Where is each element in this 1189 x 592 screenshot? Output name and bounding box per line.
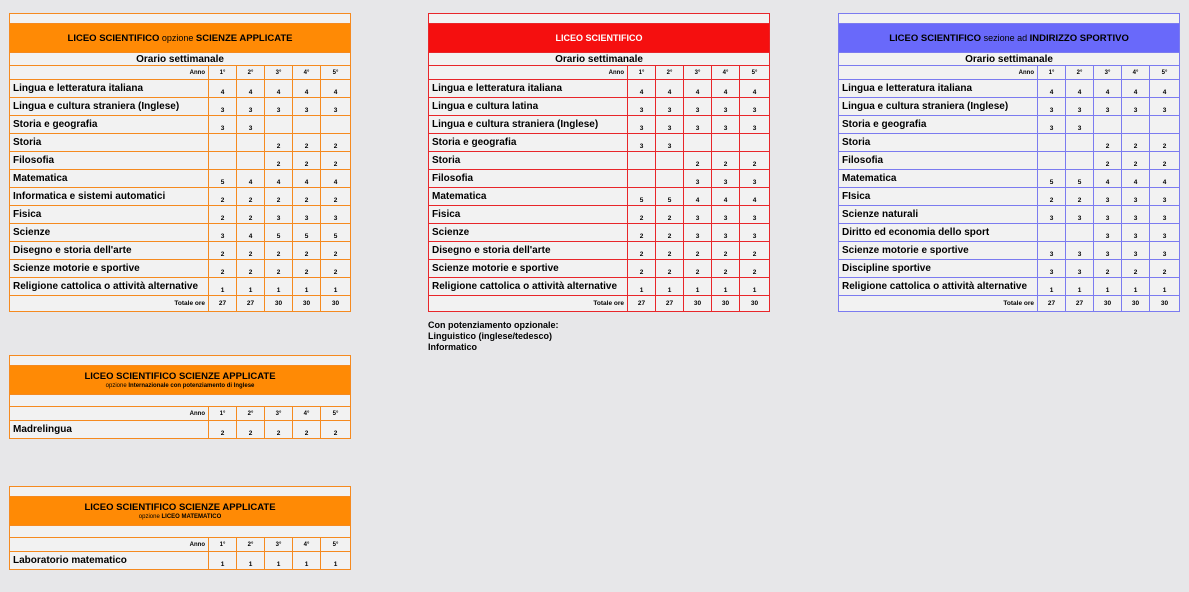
hours-cell: 2 — [237, 206, 265, 224]
hours-cell: 2 — [740, 260, 770, 278]
hours-cell: 4 — [1122, 170, 1150, 188]
table-row — [839, 260, 1180, 278]
table-row — [839, 80, 1180, 98]
hours-cell — [1038, 152, 1066, 170]
subject-cell: Lingua e cultura latina — [429, 98, 628, 116]
subject-cell: Lingua e letteratura italiana — [429, 80, 628, 98]
table-row — [10, 552, 351, 570]
subject-cell: Religione cattolica o attività alternative — [429, 278, 628, 296]
hours-cell — [1066, 224, 1094, 242]
hours-cell: 2 — [237, 242, 265, 260]
hours-cell: 3 — [237, 98, 265, 116]
hours-cell: 2 — [293, 242, 321, 260]
hours-cell: 2 — [209, 421, 237, 439]
subject-cell: Scienze motorie e sportive — [10, 260, 209, 278]
subject-cell: Storia — [10, 134, 209, 152]
hours-cell: 1 — [209, 278, 237, 296]
hours-cell: 3 — [265, 98, 293, 116]
totale-label: Totale ore — [429, 296, 628, 312]
hours-cell: 3 — [684, 206, 712, 224]
hours-cell: 2 — [209, 206, 237, 224]
hours-cell: 4 — [293, 170, 321, 188]
hours-cell: 4 — [628, 80, 656, 98]
table-title: LICEO SCIENTIFICO SCIENZE APPLICATE opzione LICEO MATEMATICO — [10, 497, 351, 526]
table-row — [429, 224, 770, 242]
hours-cell: 5 — [265, 224, 293, 242]
hours-cell: 1 — [1094, 278, 1122, 296]
hours-cell: 4 — [1122, 80, 1150, 98]
hours-cell — [656, 152, 684, 170]
table-row — [10, 98, 351, 116]
hours-cell: 2 — [628, 206, 656, 224]
table-row — [839, 152, 1180, 170]
table-row — [429, 134, 770, 152]
hours-cell: 2 — [293, 152, 321, 170]
totale-label: Totale ore — [839, 296, 1038, 312]
hours-cell: 4 — [1094, 170, 1122, 188]
subject-cell: Fisica — [429, 206, 628, 224]
hours-cell: 4 — [1094, 80, 1122, 98]
hours-cell: 3 — [237, 116, 265, 134]
table-row — [839, 206, 1180, 224]
subject-cell: Lingua e cultura straniera (Inglese) — [10, 98, 209, 116]
hours-cell — [209, 134, 237, 152]
hours-cell: 3 — [321, 206, 351, 224]
hours-cell — [740, 134, 770, 152]
hours-cell: 2 — [628, 224, 656, 242]
table-row — [429, 116, 770, 134]
hours-cell: 3 — [712, 98, 740, 116]
table-row — [10, 188, 351, 206]
subject-cell: Religione cattolica o attività alternative — [10, 278, 209, 296]
hours-cell: 3 — [656, 134, 684, 152]
hours-cell: 3 — [1150, 242, 1180, 260]
subject-cell: Matematica — [10, 170, 209, 188]
hours-cell: 3 — [684, 98, 712, 116]
table-row — [10, 224, 351, 242]
hours-cell: 2 — [265, 421, 293, 439]
hours-cell: 2 — [237, 421, 265, 439]
internazionale-table: LICEO SCIENTIFICO SCIENZE APPLICATE opzione Internazionale con potenziamento di Inglese Anno 1° 2° 3° 4° 5° Madrelingua 2 2 2 2 2 — [9, 355, 351, 439]
hours-cell: 1 — [1122, 278, 1150, 296]
hours-cell — [1066, 134, 1094, 152]
table-row — [10, 170, 351, 188]
hours-cell: 2 — [265, 260, 293, 278]
hours-cell: 4 — [1066, 80, 1094, 98]
hours-cell: 3 — [712, 170, 740, 188]
hours-cell: 3 — [209, 98, 237, 116]
hours-cell — [628, 152, 656, 170]
hours-cell: 2 — [1122, 152, 1150, 170]
hours-cell: 5 — [293, 224, 321, 242]
hours-cell: 4 — [237, 170, 265, 188]
hours-cell: 2 — [265, 152, 293, 170]
hours-cell: 4 — [265, 80, 293, 98]
hours-cell: 2 — [684, 260, 712, 278]
hours-cell: 2 — [1122, 134, 1150, 152]
table-row — [429, 242, 770, 260]
hours-cell: 2 — [684, 152, 712, 170]
hours-cell: 2 — [321, 242, 351, 260]
subject-cell: Lingua e cultura straniera (Inglese) — [839, 98, 1038, 116]
table-row — [429, 260, 770, 278]
table-row — [10, 116, 351, 134]
orario-header: Orario settimanale — [839, 53, 1180, 66]
hours-cell: 3 — [740, 98, 770, 116]
hours-cell: 3 — [1150, 188, 1180, 206]
hours-cell: 2 — [684, 242, 712, 260]
hours-cell: 3 — [293, 98, 321, 116]
table-row — [839, 278, 1180, 296]
table-row — [429, 80, 770, 98]
hours-cell: 2 — [712, 152, 740, 170]
hours-cell: 1 — [237, 278, 265, 296]
hours-cell: 3 — [712, 206, 740, 224]
subject-cell: Storia e geografia — [429, 134, 628, 152]
hours-cell: 3 — [628, 98, 656, 116]
hours-cell: 2 — [1150, 260, 1180, 278]
hours-cell: 2 — [293, 421, 321, 439]
hours-cell: 2 — [293, 188, 321, 206]
hours-cell: 2 — [321, 188, 351, 206]
subject-cell: Filosofia — [429, 170, 628, 188]
hours-cell: 2 — [656, 206, 684, 224]
subject-cell: Matematica — [839, 170, 1038, 188]
hours-cell: 4 — [237, 80, 265, 98]
hours-cell: 2 — [1122, 260, 1150, 278]
hours-cell: 3 — [1038, 116, 1066, 134]
subject-cell: Laboratorio matematico — [10, 552, 209, 570]
hours-cell: 3 — [656, 116, 684, 134]
table-title: LICEO SCIENTIFICO — [429, 24, 770, 53]
hours-cell: 4 — [1150, 170, 1180, 188]
hours-cell: 5 — [209, 170, 237, 188]
hours-cell: 3 — [628, 116, 656, 134]
hours-cell: 4 — [740, 188, 770, 206]
hours-cell: 2 — [1094, 152, 1122, 170]
table-row — [10, 242, 351, 260]
hours-cell: 2 — [265, 134, 293, 152]
hours-cell: 5 — [1038, 170, 1066, 188]
subject-cell: Matematica — [429, 188, 628, 206]
hours-cell: 2 — [209, 188, 237, 206]
hours-cell: 2 — [1150, 152, 1180, 170]
hours-cell: 3 — [1094, 224, 1122, 242]
hours-cell: 3 — [684, 224, 712, 242]
hours-cell: 4 — [1038, 80, 1066, 98]
hours-cell: 3 — [1122, 242, 1150, 260]
hours-cell: 4 — [712, 188, 740, 206]
hours-cell: 3 — [1038, 242, 1066, 260]
orario-header: Orario settimanale — [10, 53, 351, 66]
hours-cell: 2 — [1150, 134, 1180, 152]
hours-cell — [293, 116, 321, 134]
hours-cell: 2 — [1094, 260, 1122, 278]
subject-cell: Lingua e cultura straniera (Inglese) — [429, 116, 628, 134]
table-row — [429, 98, 770, 116]
subject-cell: Fisica — [10, 206, 209, 224]
hours-cell: 2 — [265, 242, 293, 260]
hours-cell: 3 — [321, 98, 351, 116]
hours-cell: 2 — [237, 188, 265, 206]
hours-cell: 4 — [656, 80, 684, 98]
table-row — [10, 421, 351, 439]
table-title: LICEO SCIENTIFICO sezione ad INDIRIZZO SPORTIVO — [839, 24, 1180, 53]
hours-cell: 1 — [740, 278, 770, 296]
subject-cell: Storia — [429, 152, 628, 170]
subject-cell: Scienze motorie e sportive — [839, 242, 1038, 260]
table-row — [839, 170, 1180, 188]
subject-cell: Disegno e storia dell'arte — [10, 242, 209, 260]
hours-cell: 1 — [321, 278, 351, 296]
anno-label: Anno — [429, 66, 628, 80]
table-row — [10, 278, 351, 296]
hours-cell: 3 — [740, 116, 770, 134]
hours-cell — [1122, 116, 1150, 134]
hours-cell: 5 — [628, 188, 656, 206]
hours-cell: 3 — [209, 224, 237, 242]
table-row — [839, 224, 1180, 242]
hours-cell: 2 — [265, 188, 293, 206]
hours-cell: 3 — [740, 224, 770, 242]
table-row — [10, 80, 351, 98]
hours-cell: 2 — [321, 260, 351, 278]
hours-cell: 4 — [684, 80, 712, 98]
hours-cell: 2 — [628, 260, 656, 278]
hours-cell — [684, 134, 712, 152]
anno-label: Anno — [839, 66, 1038, 80]
hours-cell: 3 — [1066, 116, 1094, 134]
hours-cell: 1 — [265, 552, 293, 570]
table-row — [429, 278, 770, 296]
table-row — [429, 170, 770, 188]
hours-cell — [628, 170, 656, 188]
hours-cell: 1 — [1066, 278, 1094, 296]
hours-cell: 2 — [712, 242, 740, 260]
hours-cell: 1 — [1150, 278, 1180, 296]
hours-cell: 1 — [293, 278, 321, 296]
table-row — [839, 98, 1180, 116]
hours-cell: 3 — [1122, 206, 1150, 224]
subject-cell: Madrelingua — [10, 421, 209, 439]
hours-cell: 4 — [684, 188, 712, 206]
hours-cell: 3 — [1150, 206, 1180, 224]
hours-cell: 2 — [740, 242, 770, 260]
subject-cell: Lingua e letteratura italiana — [10, 80, 209, 98]
subject-cell: Storia e geografia — [10, 116, 209, 134]
hours-cell: 2 — [628, 242, 656, 260]
table-row — [839, 134, 1180, 152]
table-row — [429, 206, 770, 224]
hours-cell — [321, 116, 351, 134]
hours-cell: 3 — [684, 170, 712, 188]
table-title: LICEO SCIENTIFICO opzione SCIENZE APPLICATE — [10, 24, 351, 53]
hours-cell: 1 — [265, 278, 293, 296]
hours-cell: 3 — [1038, 98, 1066, 116]
subject-cell: Filosofia — [10, 152, 209, 170]
hours-cell: 3 — [1094, 98, 1122, 116]
hours-cell: 3 — [1122, 224, 1150, 242]
hours-cell: 4 — [740, 80, 770, 98]
hours-cell: 3 — [740, 170, 770, 188]
subject-cell: Religione cattolica o attività alternative — [839, 278, 1038, 296]
hours-cell — [1150, 116, 1180, 134]
hours-cell: 1 — [1038, 278, 1066, 296]
hours-cell — [656, 170, 684, 188]
hours-cell: 3 — [293, 206, 321, 224]
hours-cell: 2 — [1038, 188, 1066, 206]
hours-cell: 2 — [656, 242, 684, 260]
hours-cell: 3 — [628, 134, 656, 152]
hours-cell: 5 — [656, 188, 684, 206]
hours-cell — [1038, 134, 1066, 152]
hours-cell: 4 — [237, 224, 265, 242]
potenziamento-note: Con potenziamento opzionale: Linguistico (inglese/tedesco) Informatico — [428, 320, 559, 352]
hours-cell: 3 — [712, 224, 740, 242]
hours-cell: 2 — [321, 421, 351, 439]
hours-cell: 3 — [1038, 260, 1066, 278]
hours-cell: 2 — [293, 260, 321, 278]
hours-cell: 4 — [1150, 80, 1180, 98]
hours-cell: 4 — [293, 80, 321, 98]
table-title: LICEO SCIENTIFICO SCIENZE APPLICATE opzione Internazionale con potenziamento di Inglese — [10, 366, 351, 395]
hours-cell — [1038, 224, 1066, 242]
subject-cell: Scienze — [429, 224, 628, 242]
hours-cell: 3 — [209, 116, 237, 134]
subject-cell: Storia e geografia — [839, 116, 1038, 134]
table-row — [839, 242, 1180, 260]
hours-cell: 1 — [656, 278, 684, 296]
hours-cell: 4 — [321, 170, 351, 188]
hours-cell: 3 — [712, 116, 740, 134]
hours-cell: 3 — [1150, 98, 1180, 116]
hours-cell: 2 — [293, 134, 321, 152]
hours-cell — [265, 116, 293, 134]
hours-cell: 2 — [712, 260, 740, 278]
subject-cell: FIsica — [839, 188, 1038, 206]
subject-cell: Disegno e storia dell'arte — [429, 242, 628, 260]
hours-cell: 3 — [1094, 188, 1122, 206]
subject-cell: Scienze — [10, 224, 209, 242]
hours-cell: 3 — [1094, 206, 1122, 224]
hours-cell: 1 — [628, 278, 656, 296]
hours-cell: 3 — [1122, 188, 1150, 206]
hours-cell: 3 — [1066, 206, 1094, 224]
subject-cell: Diritto ed economia dello sport — [839, 224, 1038, 242]
subject-cell: Storia — [839, 134, 1038, 152]
hours-cell: 3 — [265, 206, 293, 224]
hours-cell: 2 — [1066, 188, 1094, 206]
hours-cell: 2 — [237, 260, 265, 278]
subject-cell: Scienze motorie e sportive — [429, 260, 628, 278]
hours-cell: 4 — [712, 80, 740, 98]
hours-cell — [1066, 152, 1094, 170]
hours-cell: 1 — [293, 552, 321, 570]
hours-cell: 2 — [321, 152, 351, 170]
subject-cell: Informatica e sistemi automatici — [10, 188, 209, 206]
subject-cell: Filosofia — [839, 152, 1038, 170]
subject-cell: Lingua e letteratura italiana — [839, 80, 1038, 98]
hours-cell: 3 — [1094, 242, 1122, 260]
table-row — [10, 152, 351, 170]
table-row — [10, 206, 351, 224]
hours-cell: 5 — [1066, 170, 1094, 188]
hours-cell: 5 — [321, 224, 351, 242]
hours-cell: 1 — [712, 278, 740, 296]
hours-cell — [712, 134, 740, 152]
hours-cell: 3 — [684, 116, 712, 134]
anno-label: Anno — [10, 538, 209, 552]
hours-cell: 3 — [1038, 206, 1066, 224]
hours-cell — [1094, 116, 1122, 134]
orario-header: Orario settimanale — [429, 53, 770, 66]
liceo-matematico-table: LICEO SCIENTIFICO SCIENZE APPLICATE opzione LICEO MATEMATICO Anno 1° 2° 3° 4° 5° Laboratorio matematico 1 1 1 1 1 — [9, 486, 351, 570]
hours-cell: 2 — [656, 260, 684, 278]
hours-cell: 3 — [1066, 98, 1094, 116]
liceo-scientifico-table: LICEO SCIENTIFICO Orario settimanale Anno 1° 2° 3° 4° 5° Lingua e letteratura italiana 4 4 4 4 4 Lingua e cultura latina 3 3 3 3 3 Lingua e cultura straniera (Inglese) 3 3 3 3 3 Storia e geografia 3 3 Storia 2 2 2 Filosofia 3 3 3 Matematica 5 5 4 4 4 Fisica 2 2 3 3 3 Scienze 2 2 3 3 3 Disegno e storia dell'arte 2 2 2 2 2 Scienze motorie e sportive 2 2 2 2 2 Religione cattolica o attività alternative 1 1 1 1 1 Totale ore 27 27 30 30 30 — [428, 13, 770, 312]
hours-cell — [237, 134, 265, 152]
hours-cell: 3 — [1066, 242, 1094, 260]
hours-cell: 3 — [740, 206, 770, 224]
hours-cell: 1 — [209, 552, 237, 570]
hours-cell: 2 — [321, 134, 351, 152]
table-row — [429, 152, 770, 170]
hours-cell: 2 — [656, 224, 684, 242]
hours-cell: 1 — [684, 278, 712, 296]
hours-cell: 3 — [1066, 260, 1094, 278]
subject-cell: Scienze naturali — [839, 206, 1038, 224]
anno-label: Anno — [10, 66, 209, 80]
table-row — [839, 116, 1180, 134]
indirizzo-sportivo-table: LICEO SCIENTIFICO sezione ad INDIRIZZO SPORTIVO Orario settimanale Anno 1° 2° 3° 4° 5° Lingua e letteratura italiana 4 4 4 4 4 Lingua e cultura straniera (Inglese) 3 3 3 3 3 Storia e geografia 3 3 Storia 2 2 2 Filosofia 2 2 2 Matematica 5 5 4 4 4 FIsica 2 2 3 3 3 Scienze naturali 3 3 3 3 3 Diritto ed economia dello sport 3 3 3 Scienze motorie e sportive 3 3 3 3 3 Discipline sportive 3 3 2 2 2 Religione cattolica o attività alternative 1 1 1 1 1 Totale ore 27 27 30 30 30 — [838, 13, 1180, 312]
hours-cell — [209, 152, 237, 170]
table-row — [839, 188, 1180, 206]
totale-label: Totale ore — [10, 296, 209, 312]
table-row — [10, 260, 351, 278]
hours-cell: 4 — [265, 170, 293, 188]
hours-cell: 3 — [656, 98, 684, 116]
hours-cell: 2 — [209, 242, 237, 260]
table-row — [429, 188, 770, 206]
anno-label: Anno — [10, 407, 209, 421]
hours-cell: 4 — [209, 80, 237, 98]
hours-cell: 3 — [1122, 98, 1150, 116]
hours-cell: 2 — [1094, 134, 1122, 152]
hours-cell: 4 — [321, 80, 351, 98]
hours-cell: 2 — [740, 152, 770, 170]
hours-cell: 2 — [209, 260, 237, 278]
hours-cell: 1 — [237, 552, 265, 570]
table-row — [10, 134, 351, 152]
subject-cell: Discipline sportive — [839, 260, 1038, 278]
hours-cell: 3 — [1150, 224, 1180, 242]
hours-cell — [237, 152, 265, 170]
hours-cell: 1 — [321, 552, 351, 570]
scienze-applicate-table: LICEO SCIENTIFICO opzione SCIENZE APPLICATE Orario settimanale Anno 1° 2° 3° 4° 5° Lingua e letteratura italiana 4 4 4 4 4 Lingua e cultura straniera (Inglese) 3 3 3 3 3 Storia e geografia 3 3 Storia 2 2 2 Filosofia 2 2 2 Matematica 5 4 4 4 4 Informatica e sistemi automatici 2 2 2 2 2 Fisica 2 2 3 3 3 Scienze 3 4 5 5 5 Disegno e storia dell'arte 2 2 2 2 2 Scienze motorie e sportive 2 2 2 2 2 Religione cattolica o attività alternative 1 1 1 1 1 Totale ore 27 27 30 30 30 — [9, 13, 351, 312]
